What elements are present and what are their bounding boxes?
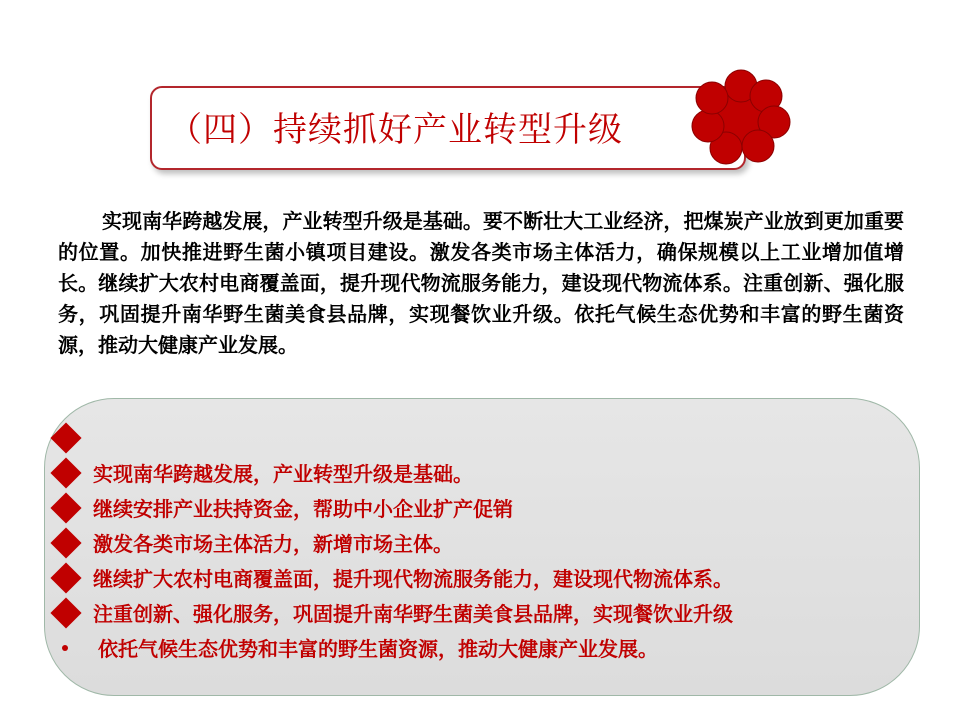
red-flower-decoration bbox=[686, 66, 796, 166]
paragraph-text-1: 实现南华跨越发展，产业转型升级是基础。要不断壮大工业经济，把煤炭产业放到更加重要的位置。加快推进野生菌小镇项目建设。激发各类市场主体活力，确保规模以上工业增加值增长。继续扩大农村电商覆盖面，提升现代物流服务能力，建设现代物流体系。 bbox=[58, 209, 904, 295]
diamond-bullet-icon bbox=[50, 492, 81, 523]
bullet-text: 继续安排产业扶持资金，帮助中小企业扩产促销 bbox=[93, 497, 513, 521]
bullet-item bbox=[48, 525, 908, 560]
bullet-list bbox=[48, 420, 908, 665]
bullet-item bbox=[48, 455, 908, 490]
bullet-item bbox=[48, 560, 908, 595]
dot-bullet-icon bbox=[62, 645, 68, 651]
diamond-bullet-icon bbox=[50, 562, 81, 593]
bullet-text: 继续扩大农村电商覆盖面，提升现代物流服务能力，建设现代物流体系。 bbox=[93, 567, 733, 591]
bullet-item bbox=[48, 420, 908, 455]
paragraph-emphasis: 注重创新、强化服务 bbox=[58, 271, 905, 326]
slide-title: （四）持续抓好产业转型升级 bbox=[168, 110, 623, 150]
diamond-bullet-icon bbox=[50, 422, 81, 453]
paragraph-text-2: ，巩固提升南华野生菌美食县品牌，实现餐饮业升级。依托气候生态优势和丰富的野生菌资源，推动大健康产业发展。 bbox=[58, 302, 905, 357]
bullet-item bbox=[48, 595, 908, 630]
diamond-bullet-icon bbox=[50, 457, 81, 488]
diamond-bullet-icon bbox=[50, 597, 81, 628]
bullet-item bbox=[48, 630, 908, 665]
bullet-text: 实现南华跨越发展，产业转型升级是基础。 bbox=[93, 462, 473, 486]
bullet-item bbox=[48, 490, 908, 525]
body-paragraph bbox=[58, 206, 904, 361]
bullet-text: 激发各类市场主体活力，新增市场主体。 bbox=[93, 532, 453, 556]
bullet-text: 依托气候生态优势和丰富的野生菌资源，推动大健康产业发展。 bbox=[98, 637, 658, 661]
bullet-text: 注重创新、强化服务，巩固提升南华野生菌美食县品牌，实现餐饮业升级 bbox=[93, 602, 733, 626]
diamond-bullet-icon bbox=[50, 527, 81, 558]
